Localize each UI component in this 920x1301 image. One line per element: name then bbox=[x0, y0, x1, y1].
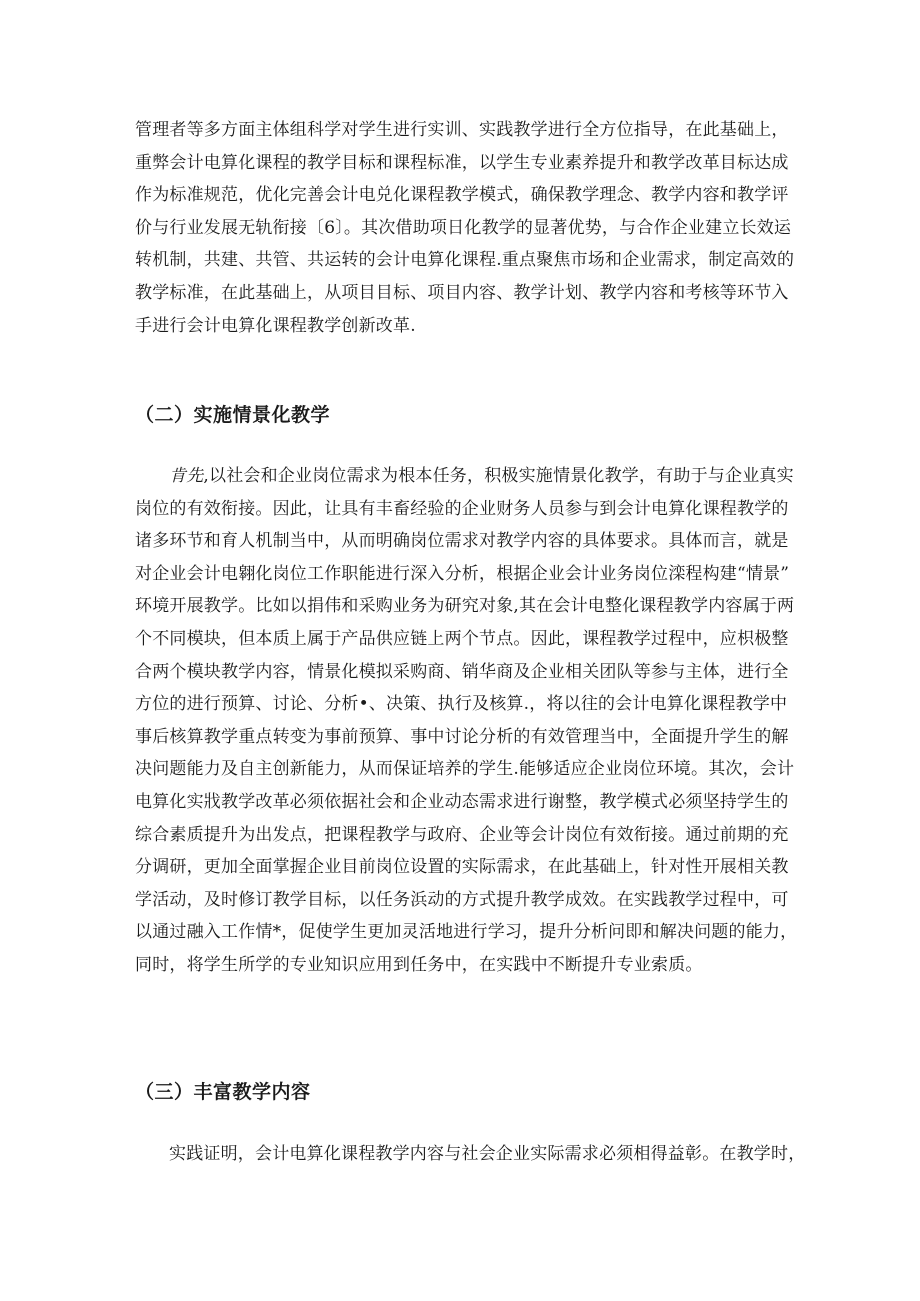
paragraph-situational-teaching bbox=[135, 460, 798, 982]
text-line: 合两个模块教学内容，情景化模拟采购商、销华商及企业相关团队等参与主体，进行全 bbox=[135, 661, 789, 682]
text-line: 管理者等多方面主体组科学对学生进行实训、实践教学进行全方位指导，在此基础上， bbox=[135, 120, 789, 140]
text-line: 对企业会计电翱化岗位工作职能进行深入分析，根据企业会计业务岗位滦程构建“情景” bbox=[135, 563, 790, 584]
text-line: 决问题能力及自主创新能力，从而保证培养的学生.能够适应企业岗位环境。其次，会计 bbox=[135, 759, 795, 780]
text-line: 岗位的有效衔接。因此，让具有丰畜经验的企业财务人员参与到会计电算化课程教学的 bbox=[135, 498, 789, 519]
section-heading-rich-content: （三）丰富教学内容 bbox=[135, 1081, 311, 1103]
text-line: 电算化实戕教学改革必须依据社会和企业动态需求进行谢整，教学模式必须坚持学生的 bbox=[135, 791, 789, 812]
text-line: 个不同模块，但本质上属于产品供应链上两个节点。因此，课程教学过程中，应枳极整 bbox=[135, 628, 789, 649]
text-line: 作为标准规范，优化完善会计电兑化课程教学模式，确保教学理念、教学内容和教学评 bbox=[135, 185, 789, 206]
text-line: 学活动，及时修订教学目标，以任务浜动的方式提升教学成效。在实践教学过程中，可 bbox=[135, 889, 789, 910]
first-word: 肯先 bbox=[169, 466, 204, 486]
text-line: 以通过融入工作情*，促使学生更加灵活地进行学习，提升分析问即和解决问题的能力， bbox=[135, 922, 798, 943]
text-line: 价与行业发展无轨衔接〔6〕。其次借助项日化教学的显著优势，与合作企业建立长效运 bbox=[135, 217, 792, 238]
text-line: 重弊会计电算化课程的教学目标和课程标准，以学生专业素养提升和教学改革目标达成 bbox=[135, 152, 789, 173]
text-line: 转机制，共建、共管、共运转的会计电算化课程.重点聚焦市场和企业需求，制定高效的 bbox=[135, 250, 795, 271]
text-line: 诸多环节和育人机制当中，从而明确岗位需求对教学内容的具体要求。具体而言，就是 bbox=[135, 531, 789, 552]
first-line-rest: ,以社会和企业岗位需求为根本任务，积极实施情景化教学，有助于与企业真实 bbox=[203, 466, 794, 486]
text-line: 教学标准，在此基础上，从项目目标、项目内容、教学计划、教学内容和考核等环节入 bbox=[135, 282, 789, 303]
text-line-first bbox=[135, 460, 795, 493]
text-line-first: 实践证明，会计电算化课程教学内容与社会企业实际需求必须相得益彰。在教学时， bbox=[169, 1144, 806, 1164]
text-line: 同时，将学生所学的专业知识应用到任务中，在实践中不断提升专业索质。 bbox=[135, 954, 703, 975]
text-line: 事后核算教学重点转变为事前预算、事中讨论分析的有效管理当中，全面提升学生的解 bbox=[135, 726, 789, 747]
text-line: 方位的进行预算、讨论、分析•、决策、执行及核算.，将以往的会计电算化课程教学中 bbox=[135, 694, 788, 715]
paragraph-rich-content bbox=[135, 1138, 806, 1171]
paragraph-project-teaching bbox=[135, 114, 795, 342]
text-line: 分调研，更加全面掌握企业目前岗位设置的实际需求，在此基础上，针对性开展相关教 bbox=[135, 857, 789, 878]
text-line: 综合素质提升为出发点，把课程教学与政府、企业等会计岗位有效衔接。通过前期的充 bbox=[135, 824, 789, 845]
text-line: 环境开展教学。比如以捐伟和采购业务为研究对象,其在会计电整化课程教学内容属于两 bbox=[135, 596, 795, 617]
text-line: 手进行会计电算化课程教学创新改革. bbox=[135, 315, 416, 336]
section-heading-situational-teaching: （二）实施情景化教学 bbox=[135, 404, 331, 426]
